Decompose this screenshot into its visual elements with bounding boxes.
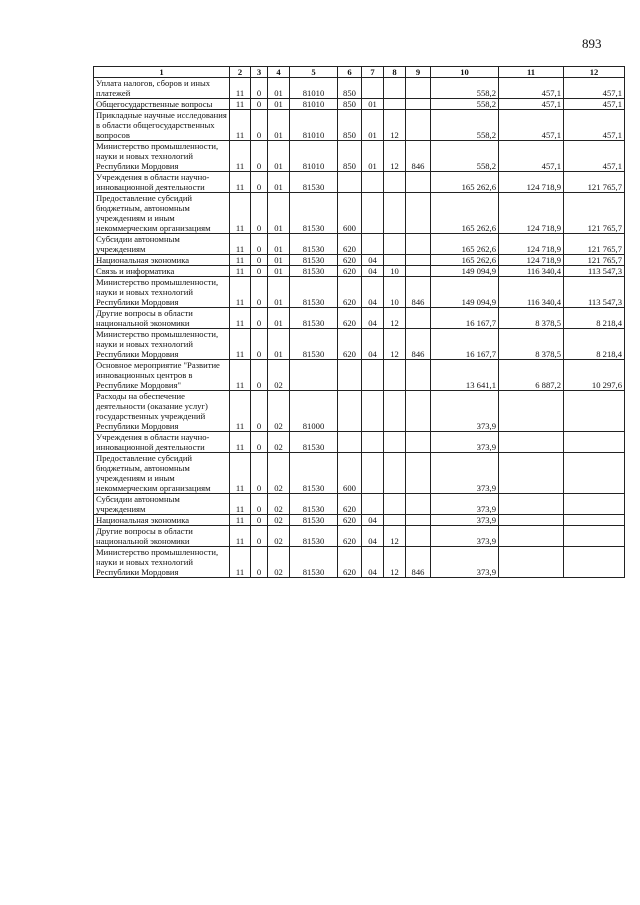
code-cell: 11: [230, 234, 251, 255]
code-cell: 04: [362, 266, 384, 277]
table-row: [94, 494, 625, 515]
code-cell: 11: [230, 78, 251, 99]
code-cell: 11: [230, 99, 251, 110]
code-cell: 12: [384, 110, 406, 141]
amount-cell: 558,2: [431, 99, 499, 110]
code-cell: 0: [251, 308, 268, 329]
table-row: [94, 360, 625, 391]
code-cell: [406, 234, 431, 255]
code-cell: 81530: [290, 308, 338, 329]
table-row: [94, 234, 625, 255]
amount-cell: 121 765,7: [564, 193, 625, 234]
amount-cell: 373,9: [431, 432, 499, 453]
code-cell: 0: [251, 329, 268, 360]
code-cell: 12: [384, 308, 406, 329]
code-cell: [406, 172, 431, 193]
amount-cell: 149 094,9: [431, 277, 499, 308]
code-cell: 620: [338, 494, 362, 515]
table-row: [94, 515, 625, 526]
amount-cell: [499, 391, 564, 432]
amount-cell: 165 262,6: [431, 193, 499, 234]
amount-cell: 124 718,9: [499, 234, 564, 255]
code-cell: 81530: [290, 526, 338, 547]
row-name-cell: Субсидии автономным учреждениям: [94, 234, 230, 255]
amount-cell: 373,9: [431, 515, 499, 526]
amount-cell: 165 262,6: [431, 172, 499, 193]
code-cell: 81010: [290, 141, 338, 172]
table-row: [94, 266, 625, 277]
code-cell: 10: [384, 277, 406, 308]
code-cell: 12: [384, 547, 406, 578]
row-name-cell: Уплата налогов, сборов и иных платежей: [94, 78, 230, 99]
column-header: 1: [94, 67, 230, 78]
amount-cell: [499, 526, 564, 547]
amount-cell: [499, 494, 564, 515]
code-cell: [362, 391, 384, 432]
amount-cell: 116 340,4: [499, 277, 564, 308]
column-header: 3: [251, 67, 268, 78]
code-cell: 620: [338, 308, 362, 329]
code-cell: [406, 78, 431, 99]
table-row: [94, 391, 625, 432]
amount-cell: 10 297,6: [564, 360, 625, 391]
code-cell: 850: [338, 99, 362, 110]
code-cell: [384, 193, 406, 234]
code-cell: [384, 99, 406, 110]
code-cell: 01: [268, 255, 290, 266]
column-header: 11: [499, 67, 564, 78]
row-name-cell: Другие вопросы в области национальной экономики: [94, 526, 230, 547]
code-cell: 04: [362, 515, 384, 526]
code-cell: 620: [338, 547, 362, 578]
code-cell: 0: [251, 515, 268, 526]
code-cell: 12: [384, 329, 406, 360]
code-cell: 846: [406, 329, 431, 360]
column-header: 7: [362, 67, 384, 78]
code-cell: 01: [268, 234, 290, 255]
amount-cell: 8 218,4: [564, 329, 625, 360]
code-cell: [362, 172, 384, 193]
code-cell: [406, 515, 431, 526]
code-cell: 01: [268, 141, 290, 172]
code-cell: [406, 453, 431, 494]
amount-cell: 124 718,9: [499, 172, 564, 193]
code-cell: 81530: [290, 234, 338, 255]
code-cell: 620: [338, 329, 362, 360]
table-row: [94, 172, 625, 193]
page-number: 893: [582, 36, 602, 51]
code-cell: [406, 526, 431, 547]
amount-cell: 558,2: [431, 110, 499, 141]
code-cell: 11: [230, 141, 251, 172]
code-cell: [362, 360, 384, 391]
column-header: 6: [338, 67, 362, 78]
code-cell: 02: [268, 547, 290, 578]
code-cell: [406, 360, 431, 391]
code-cell: 11: [230, 308, 251, 329]
amount-cell: 373,9: [431, 547, 499, 578]
code-cell: 0: [251, 193, 268, 234]
code-cell: 846: [406, 547, 431, 578]
amount-cell: 373,9: [431, 494, 499, 515]
amount-cell: [564, 547, 625, 578]
row-name-cell: Министерство промышленности, науки и новых технологий Республики Мордовия: [94, 329, 230, 360]
amount-cell: 8 218,4: [564, 308, 625, 329]
code-cell: 11: [230, 391, 251, 432]
code-cell: 04: [362, 526, 384, 547]
code-cell: 01: [268, 110, 290, 141]
code-cell: 81530: [290, 255, 338, 266]
code-cell: 81530: [290, 432, 338, 453]
amount-cell: 8 378,5: [499, 308, 564, 329]
row-name-cell: Общегосударственные вопросы: [94, 99, 230, 110]
code-cell: 04: [362, 329, 384, 360]
code-cell: [406, 494, 431, 515]
code-cell: 04: [362, 255, 384, 266]
code-cell: 11: [230, 494, 251, 515]
code-cell: 0: [251, 277, 268, 308]
amount-cell: [564, 453, 625, 494]
table-body: [94, 78, 625, 578]
amount-cell: 457,1: [499, 141, 564, 172]
code-cell: 01: [268, 277, 290, 308]
code-cell: 620: [338, 234, 362, 255]
row-name-cell: Национальная экономика: [94, 255, 230, 266]
row-name-cell: Предоставление субсидий бюджетным, автономным учреждениям и иным некоммерческим организациям: [94, 453, 230, 494]
amount-cell: 121 765,7: [564, 234, 625, 255]
code-cell: 0: [251, 78, 268, 99]
code-cell: [362, 494, 384, 515]
code-cell: 01: [268, 308, 290, 329]
code-cell: 02: [268, 494, 290, 515]
code-cell: 02: [268, 360, 290, 391]
code-cell: 12: [384, 526, 406, 547]
code-cell: 81530: [290, 277, 338, 308]
code-cell: 81530: [290, 453, 338, 494]
code-cell: 81530: [290, 547, 338, 578]
budget-table: [93, 66, 625, 578]
amount-cell: 16 167,7: [431, 329, 499, 360]
code-cell: 81010: [290, 99, 338, 110]
code-cell: 11: [230, 193, 251, 234]
code-cell: [384, 494, 406, 515]
code-cell: 11: [230, 515, 251, 526]
code-cell: 01: [362, 141, 384, 172]
code-cell: 0: [251, 172, 268, 193]
column-header: 2: [230, 67, 251, 78]
code-cell: 02: [268, 453, 290, 494]
code-cell: 600: [338, 193, 362, 234]
code-cell: 11: [230, 453, 251, 494]
amount-cell: 113 547,3: [564, 277, 625, 308]
row-name-cell: Министерство промышленности, науки и новых технологий Республики Мордовия: [94, 277, 230, 308]
code-cell: 01: [268, 99, 290, 110]
amount-cell: 457,1: [564, 78, 625, 99]
code-cell: [406, 308, 431, 329]
code-cell: 04: [362, 277, 384, 308]
column-header: 12: [564, 67, 625, 78]
code-cell: 0: [251, 391, 268, 432]
amount-cell: 558,2: [431, 141, 499, 172]
code-cell: 0: [251, 547, 268, 578]
code-cell: 0: [251, 234, 268, 255]
code-cell: [338, 432, 362, 453]
code-cell: 620: [338, 255, 362, 266]
code-cell: 01: [268, 193, 290, 234]
amount-cell: 373,9: [431, 453, 499, 494]
row-name-cell: Предоставление субсидий бюджетным, автономным учреждениям и иным некоммерческим организациям: [94, 193, 230, 234]
column-header: 10: [431, 67, 499, 78]
amount-cell: 149 094,9: [431, 266, 499, 277]
code-cell: 11: [230, 277, 251, 308]
amount-cell: [499, 547, 564, 578]
table-row: [94, 110, 625, 141]
amount-cell: 165 262,6: [431, 255, 499, 266]
code-cell: 10: [384, 266, 406, 277]
amount-cell: 457,1: [499, 99, 564, 110]
amount-cell: [499, 432, 564, 453]
code-cell: 11: [230, 360, 251, 391]
amount-cell: 121 765,7: [564, 255, 625, 266]
row-name-cell: Учреждения в области научно-инновационной деятельности: [94, 172, 230, 193]
code-cell: 11: [230, 329, 251, 360]
code-cell: 04: [362, 308, 384, 329]
code-cell: 0: [251, 432, 268, 453]
row-name-cell: Национальная экономика: [94, 515, 230, 526]
amount-cell: 457,1: [499, 110, 564, 141]
amount-cell: 165 262,6: [431, 234, 499, 255]
code-cell: 850: [338, 141, 362, 172]
row-name-cell: Министерство промышленности, науки и новых технологий Республики Мордовия: [94, 141, 230, 172]
code-cell: [384, 172, 406, 193]
code-cell: 01: [268, 329, 290, 360]
code-cell: 81530: [290, 494, 338, 515]
code-cell: 850: [338, 110, 362, 141]
code-cell: [384, 391, 406, 432]
amount-cell: 457,1: [499, 78, 564, 99]
code-cell: [406, 432, 431, 453]
code-cell: [338, 391, 362, 432]
code-cell: 11: [230, 110, 251, 141]
amount-cell: [564, 432, 625, 453]
amount-cell: 113 547,3: [564, 266, 625, 277]
code-cell: 02: [268, 432, 290, 453]
code-cell: [406, 110, 431, 141]
code-cell: 0: [251, 266, 268, 277]
code-cell: 0: [251, 110, 268, 141]
amount-cell: 13 641,1: [431, 360, 499, 391]
row-name-cell: Основное мероприятие "Развитие инновационных центров в Республике Мордовия": [94, 360, 230, 391]
amount-cell: 373,9: [431, 526, 499, 547]
code-cell: 11: [230, 432, 251, 453]
code-cell: 01: [268, 266, 290, 277]
code-cell: [338, 172, 362, 193]
amount-cell: 457,1: [564, 141, 625, 172]
row-name-cell: Прикладные научные исследования в области общегосударственных вопросов: [94, 110, 230, 141]
table-row: [94, 329, 625, 360]
code-cell: 01: [362, 99, 384, 110]
row-name-cell: Расходы на обеспечение деятельности (оказание услуг) государственных учреждений Республики Мордовия: [94, 391, 230, 432]
amount-cell: 558,2: [431, 78, 499, 99]
code-cell: 620: [338, 277, 362, 308]
table-row: [94, 99, 625, 110]
code-cell: [384, 432, 406, 453]
code-cell: 620: [338, 515, 362, 526]
table-header-row: [94, 67, 625, 78]
code-cell: [384, 453, 406, 494]
code-cell: 81010: [290, 110, 338, 141]
code-cell: [406, 266, 431, 277]
amount-cell: [564, 494, 625, 515]
amount-cell: [499, 515, 564, 526]
row-name-cell: Министерство промышленности, науки и новых технологий Республики Мордовия: [94, 547, 230, 578]
code-cell: 0: [251, 453, 268, 494]
code-cell: 850: [338, 78, 362, 99]
code-cell: [362, 432, 384, 453]
code-cell: [338, 360, 362, 391]
code-cell: 0: [251, 255, 268, 266]
code-cell: 600: [338, 453, 362, 494]
amount-cell: 116 340,4: [499, 266, 564, 277]
code-cell: [384, 255, 406, 266]
code-cell: 0: [251, 526, 268, 547]
table-row: [94, 432, 625, 453]
amount-cell: 457,1: [564, 99, 625, 110]
code-cell: [406, 193, 431, 234]
row-name-cell: Другие вопросы в области национальной экономики: [94, 308, 230, 329]
amount-cell: 124 718,9: [499, 193, 564, 234]
code-cell: 02: [268, 515, 290, 526]
code-cell: 04: [362, 547, 384, 578]
table-row: [94, 78, 625, 99]
code-cell: [290, 360, 338, 391]
amount-cell: 457,1: [564, 110, 625, 141]
row-name-cell: Связь и информатика: [94, 266, 230, 277]
amount-cell: 124 718,9: [499, 255, 564, 266]
code-cell: 11: [230, 526, 251, 547]
table-row: [94, 141, 625, 172]
code-cell: [362, 78, 384, 99]
code-cell: 11: [230, 255, 251, 266]
column-header: 4: [268, 67, 290, 78]
amount-cell: [564, 391, 625, 432]
code-cell: 620: [338, 526, 362, 547]
amount-cell: 373,9: [431, 391, 499, 432]
code-cell: 01: [362, 110, 384, 141]
table-row: [94, 277, 625, 308]
amount-cell: 121 765,7: [564, 172, 625, 193]
table-row: [94, 255, 625, 266]
code-cell: 81530: [290, 515, 338, 526]
code-cell: 846: [406, 141, 431, 172]
code-cell: 11: [230, 266, 251, 277]
code-cell: 01: [268, 172, 290, 193]
amount-cell: [564, 515, 625, 526]
code-cell: 0: [251, 99, 268, 110]
code-cell: 0: [251, 141, 268, 172]
code-cell: [384, 78, 406, 99]
column-header: 8: [384, 67, 406, 78]
code-cell: 11: [230, 547, 251, 578]
table-row: [94, 308, 625, 329]
amount-cell: [499, 453, 564, 494]
code-cell: 846: [406, 277, 431, 308]
column-header: 9: [406, 67, 431, 78]
amount-cell: 8 378,5: [499, 329, 564, 360]
amount-cell: [564, 526, 625, 547]
code-cell: 01: [268, 78, 290, 99]
column-header: 5: [290, 67, 338, 78]
code-cell: 81530: [290, 172, 338, 193]
code-cell: [362, 234, 384, 255]
code-cell: 0: [251, 494, 268, 515]
code-cell: 11: [230, 172, 251, 193]
code-cell: 81530: [290, 193, 338, 234]
code-cell: [362, 193, 384, 234]
code-cell: 620: [338, 266, 362, 277]
row-name-cell: Учреждения в области научно-инновационной деятельности: [94, 432, 230, 453]
row-name-cell: Субсидии автономным учреждениям: [94, 494, 230, 515]
code-cell: [384, 515, 406, 526]
code-cell: [406, 391, 431, 432]
code-cell: 81010: [290, 78, 338, 99]
table-row: [94, 526, 625, 547]
code-cell: [362, 453, 384, 494]
amount-cell: 16 167,7: [431, 308, 499, 329]
table-row: [94, 453, 625, 494]
code-cell: 02: [268, 391, 290, 432]
code-cell: [406, 99, 431, 110]
amount-cell: 6 887,2: [499, 360, 564, 391]
code-cell: 81000: [290, 391, 338, 432]
code-cell: [406, 255, 431, 266]
code-cell: 12: [384, 141, 406, 172]
code-cell: 81530: [290, 266, 338, 277]
table-row: [94, 193, 625, 234]
code-cell: 0: [251, 360, 268, 391]
code-cell: [384, 360, 406, 391]
table-row: [94, 547, 625, 578]
code-cell: [384, 234, 406, 255]
code-cell: 02: [268, 526, 290, 547]
code-cell: 81530: [290, 329, 338, 360]
